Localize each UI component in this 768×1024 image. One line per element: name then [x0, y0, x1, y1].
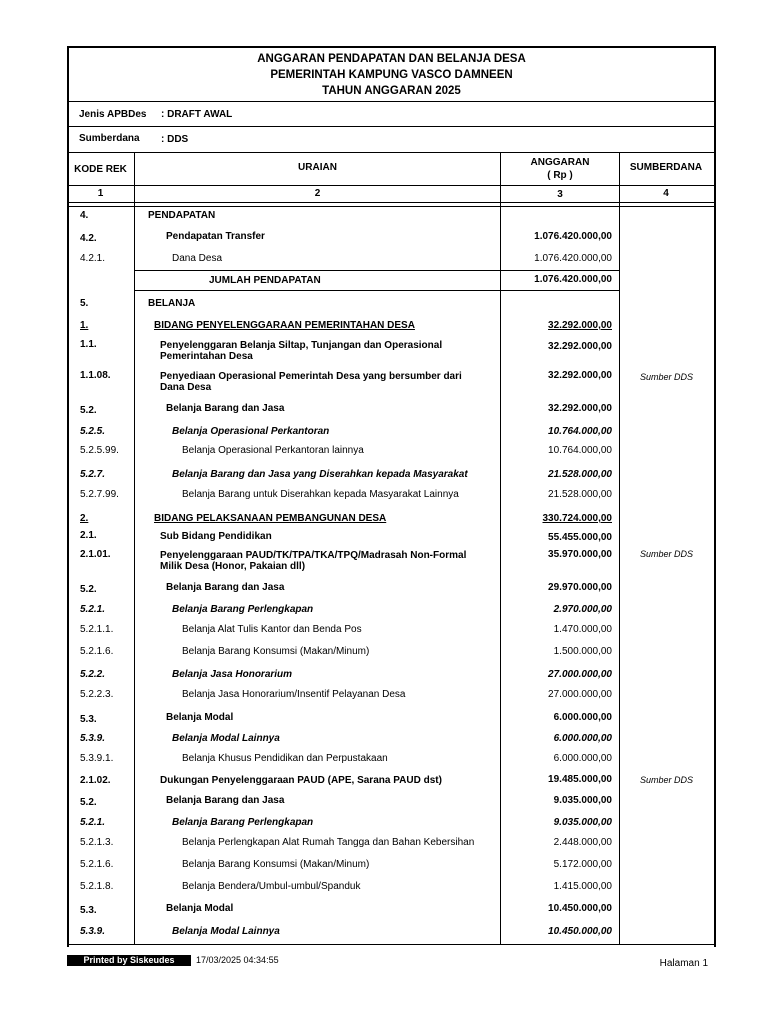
row-code: 5.2.	[80, 797, 97, 808]
row-code: 5.3.9.	[80, 926, 106, 937]
row-text: Belanja Jasa Honorarium/Insentif Pelayanan Desa	[182, 689, 406, 700]
row-amount: 1.415.000,00	[553, 881, 612, 892]
row-code: 5.	[80, 298, 89, 309]
divider	[67, 152, 714, 153]
row-amount: 32.292.000,00	[548, 341, 612, 352]
row-text: BIDANG PELAKSANAAN PEMBANGUNAN DESA	[154, 513, 387, 524]
row-text: Belanja Operasional Perkantoran lainnya	[182, 445, 364, 456]
row-code: 5.2.1.	[80, 604, 106, 615]
report-subtitle: PEMERINTAH KAMPUNG VASCO DAMNEEN	[270, 69, 513, 81]
row-code: 5.2.7.	[80, 469, 106, 480]
row-amount: 29.970.000,00	[548, 582, 612, 593]
row-code: 5.2.2.3.	[80, 689, 114, 700]
row-text: Belanja Modal	[166, 712, 234, 723]
row-text: Belanja Modal Lainnya	[172, 926, 280, 937]
report-title: ANGGARAN PENDAPATAN DAN BELANJA DESA	[257, 53, 526, 65]
row-amount: 1.470.000,00	[553, 624, 612, 635]
row-amount: 19.485.000,00	[548, 774, 612, 785]
row-text: Sub Bidang Pendidikan	[160, 531, 272, 542]
row-code: 5.2.1.6.	[80, 646, 114, 657]
row-code: 5.2.1.1.	[80, 624, 114, 635]
col-anggaran: ANGGARAN	[530, 157, 590, 168]
row-text: Penyelenggaraan PAUD/TK/TPA/TKA/TPQ/Madrasah Non-Formal Milik Desa (Honor, Pakaian dll)	[160, 550, 467, 572]
row-code: 5.2.5.99.	[80, 445, 119, 456]
row-amount: 1.076.420.000,00	[534, 274, 612, 285]
row-text: Belanja Barang untuk Diserahkan kepada Masyarakat Lainnya	[182, 489, 459, 500]
row-amount: 21.528.000,00	[548, 489, 612, 500]
page-number: Halaman 1	[659, 958, 708, 969]
row-code: 4.	[80, 210, 89, 221]
row-code: 5.2.1.6.	[80, 859, 114, 870]
col-uraian: URAIAN	[298, 162, 337, 173]
row-amount: 35.970.000,00	[548, 549, 612, 560]
sumber-value: : DDS	[161, 134, 189, 145]
row-amount: 27.000.000,00	[548, 669, 612, 680]
column-divider	[619, 152, 620, 945]
row-text: BELANJA	[148, 298, 196, 309]
row-text: Belanja Barang dan Jasa	[166, 795, 285, 806]
col-kode: KODE REK	[74, 164, 127, 175]
divider	[67, 944, 714, 945]
row-amount: 32.292.000,00	[548, 320, 612, 331]
row-amount: 55.455.000,00	[548, 532, 612, 543]
col-number: 3	[557, 189, 563, 200]
row-code: 5.2.5.	[80, 426, 106, 437]
divider	[67, 126, 714, 127]
row-amount: 10.450.000,00	[548, 903, 612, 914]
col-sumberdana: SUMBERDANA	[629, 162, 703, 173]
col-number: 2	[314, 188, 321, 199]
row-amount: 2.970.000,00	[553, 604, 612, 615]
row-amount: 1.076.420.000,00	[534, 231, 612, 242]
row-text: Belanja Barang dan Jasa	[166, 582, 285, 593]
row-code: 1.1.08.	[80, 370, 111, 381]
row-text: Penyediaan Operasional Pemerintah Desa yang bersumber dari Dana Desa	[160, 371, 462, 393]
divider	[135, 270, 620, 271]
row-text: Belanja Bendera/Umbul-umbul/Spanduk	[182, 881, 361, 892]
row-text: Belanja Alat Tulis Kantor dan Benda Pos	[182, 624, 362, 635]
row-text: Dana Desa	[172, 253, 223, 264]
row-amount: 32.292.000,00	[548, 370, 612, 381]
row-amount: 6.000.000,00	[553, 733, 612, 744]
row-text: Belanja Barang Perlengkapan	[172, 817, 314, 828]
row-code: 5.2.2.	[80, 669, 106, 680]
jenis-value: : DRAFT AWAL	[161, 109, 233, 120]
row-amount: 10.764.000,00	[548, 445, 612, 456]
row-text: Belanja Barang Perlengkapan	[172, 604, 314, 615]
row-code: 2.1.	[80, 530, 97, 541]
row-code: 5.2.7.99.	[80, 489, 119, 500]
jenis-label: Jenis APBDes	[79, 109, 147, 120]
col-number: 4	[663, 188, 669, 199]
row-text: PENDAPATAN	[148, 210, 216, 221]
row-text: Belanja Perlengkapan Alat Rumah Tangga dan Bahan Kebersihan	[182, 837, 475, 848]
row-code: 5.3.	[80, 714, 97, 725]
row-text: Belanja Barang Konsumsi (Makan/Minum)	[182, 859, 370, 870]
printed-by-badge: Printed by Siskeudes	[67, 955, 191, 966]
row-amount: 2.448.000,00	[553, 837, 612, 848]
row-code: 5.2.1.8.	[80, 881, 114, 892]
row-code: 5.2.	[80, 405, 97, 416]
row-amount: 1.076.420.000,00	[534, 253, 612, 264]
row-code: 5.2.1.	[80, 817, 106, 828]
row-code: 5.2.1.3.	[80, 837, 114, 848]
row-text: Penyelenggaran Belanja Siltap, Tunjangan dan Operasional Pemerintahan Desa	[160, 340, 443, 362]
row-source: Sumber DDS	[639, 549, 693, 559]
row-amount: 9.035.000,00	[553, 795, 612, 806]
divider	[67, 206, 714, 207]
column-divider	[134, 152, 135, 945]
row-text: Belanja Barang dan Jasa	[166, 403, 285, 414]
row-text: Belanja Modal	[166, 903, 234, 914]
row-amount: 9.035.000,00	[553, 817, 612, 828]
print-timestamp: 17/03/2025 04:34:55	[196, 955, 279, 965]
report-year: TAHUN ANGGARAN 2025	[322, 85, 461, 97]
row-amount: 6.000.000,00	[553, 712, 612, 723]
row-amount: 6.000.000,00	[553, 753, 612, 764]
row-text: Belanja Barang Konsumsi (Makan/Minum)	[182, 646, 370, 657]
col-number: 1	[97, 188, 104, 199]
row-text: Belanja Jasa Honorarium	[172, 669, 293, 680]
row-code: 2.1.01.	[80, 549, 111, 560]
row-code: 5.3.9.	[80, 733, 106, 744]
row-amount: 32.292.000,00	[548, 403, 612, 414]
row-code: 2.	[80, 513, 89, 524]
row-code: 5.3.9.1.	[80, 753, 114, 764]
row-code: 5.3.	[80, 905, 97, 916]
divider	[67, 101, 714, 102]
row-amount: 1.500.000,00	[553, 646, 612, 657]
sumber-label: Sumberdana	[79, 133, 140, 144]
row-amount: 330.724.000,00	[542, 513, 612, 524]
row-amount: 10.450.000,00	[548, 926, 612, 937]
row-amount: 10.764.000,00	[548, 426, 612, 437]
row-source: Sumber DDS	[639, 372, 693, 382]
row-code: 5.2.	[80, 584, 97, 595]
row-text: Pendapatan Transfer	[166, 231, 265, 242]
row-source: Sumber DDS	[639, 775, 693, 785]
row-amount: 5.172.000,00	[553, 859, 612, 870]
row-code: 1.	[80, 320, 89, 331]
col-anggaran-unit: ( Rp )	[547, 170, 573, 181]
row-text: Belanja Khusus Pendidikan dan Perpustakaan	[182, 753, 388, 764]
row-text: Dukungan Penyelenggaraan PAUD (APE, Sarana PAUD dst)	[160, 775, 442, 786]
divider	[67, 202, 714, 203]
row-text: BIDANG PENYELENGGARAAN PEMERINTAHAN DESA	[154, 320, 415, 331]
column-divider	[500, 152, 501, 945]
row-text: JUMLAH PENDAPATAN	[209, 275, 321, 286]
row-code: 2.1.02.	[80, 775, 111, 786]
divider	[135, 290, 620, 291]
row-text: Belanja Barang dan Jasa yang Diserahkan kepada Masyarakat	[172, 469, 468, 480]
row-amount: 21.528.000,00	[548, 469, 612, 480]
row-text: Belanja Modal Lainnya	[172, 733, 280, 744]
row-code: 4.2.	[80, 233, 97, 244]
row-text: Belanja Operasional Perkantoran	[172, 426, 330, 437]
divider	[67, 185, 714, 186]
row-code: 4.2.1.	[80, 253, 106, 264]
row-code: 1.1.	[80, 339, 97, 350]
row-amount: 27.000.000,00	[548, 689, 612, 700]
